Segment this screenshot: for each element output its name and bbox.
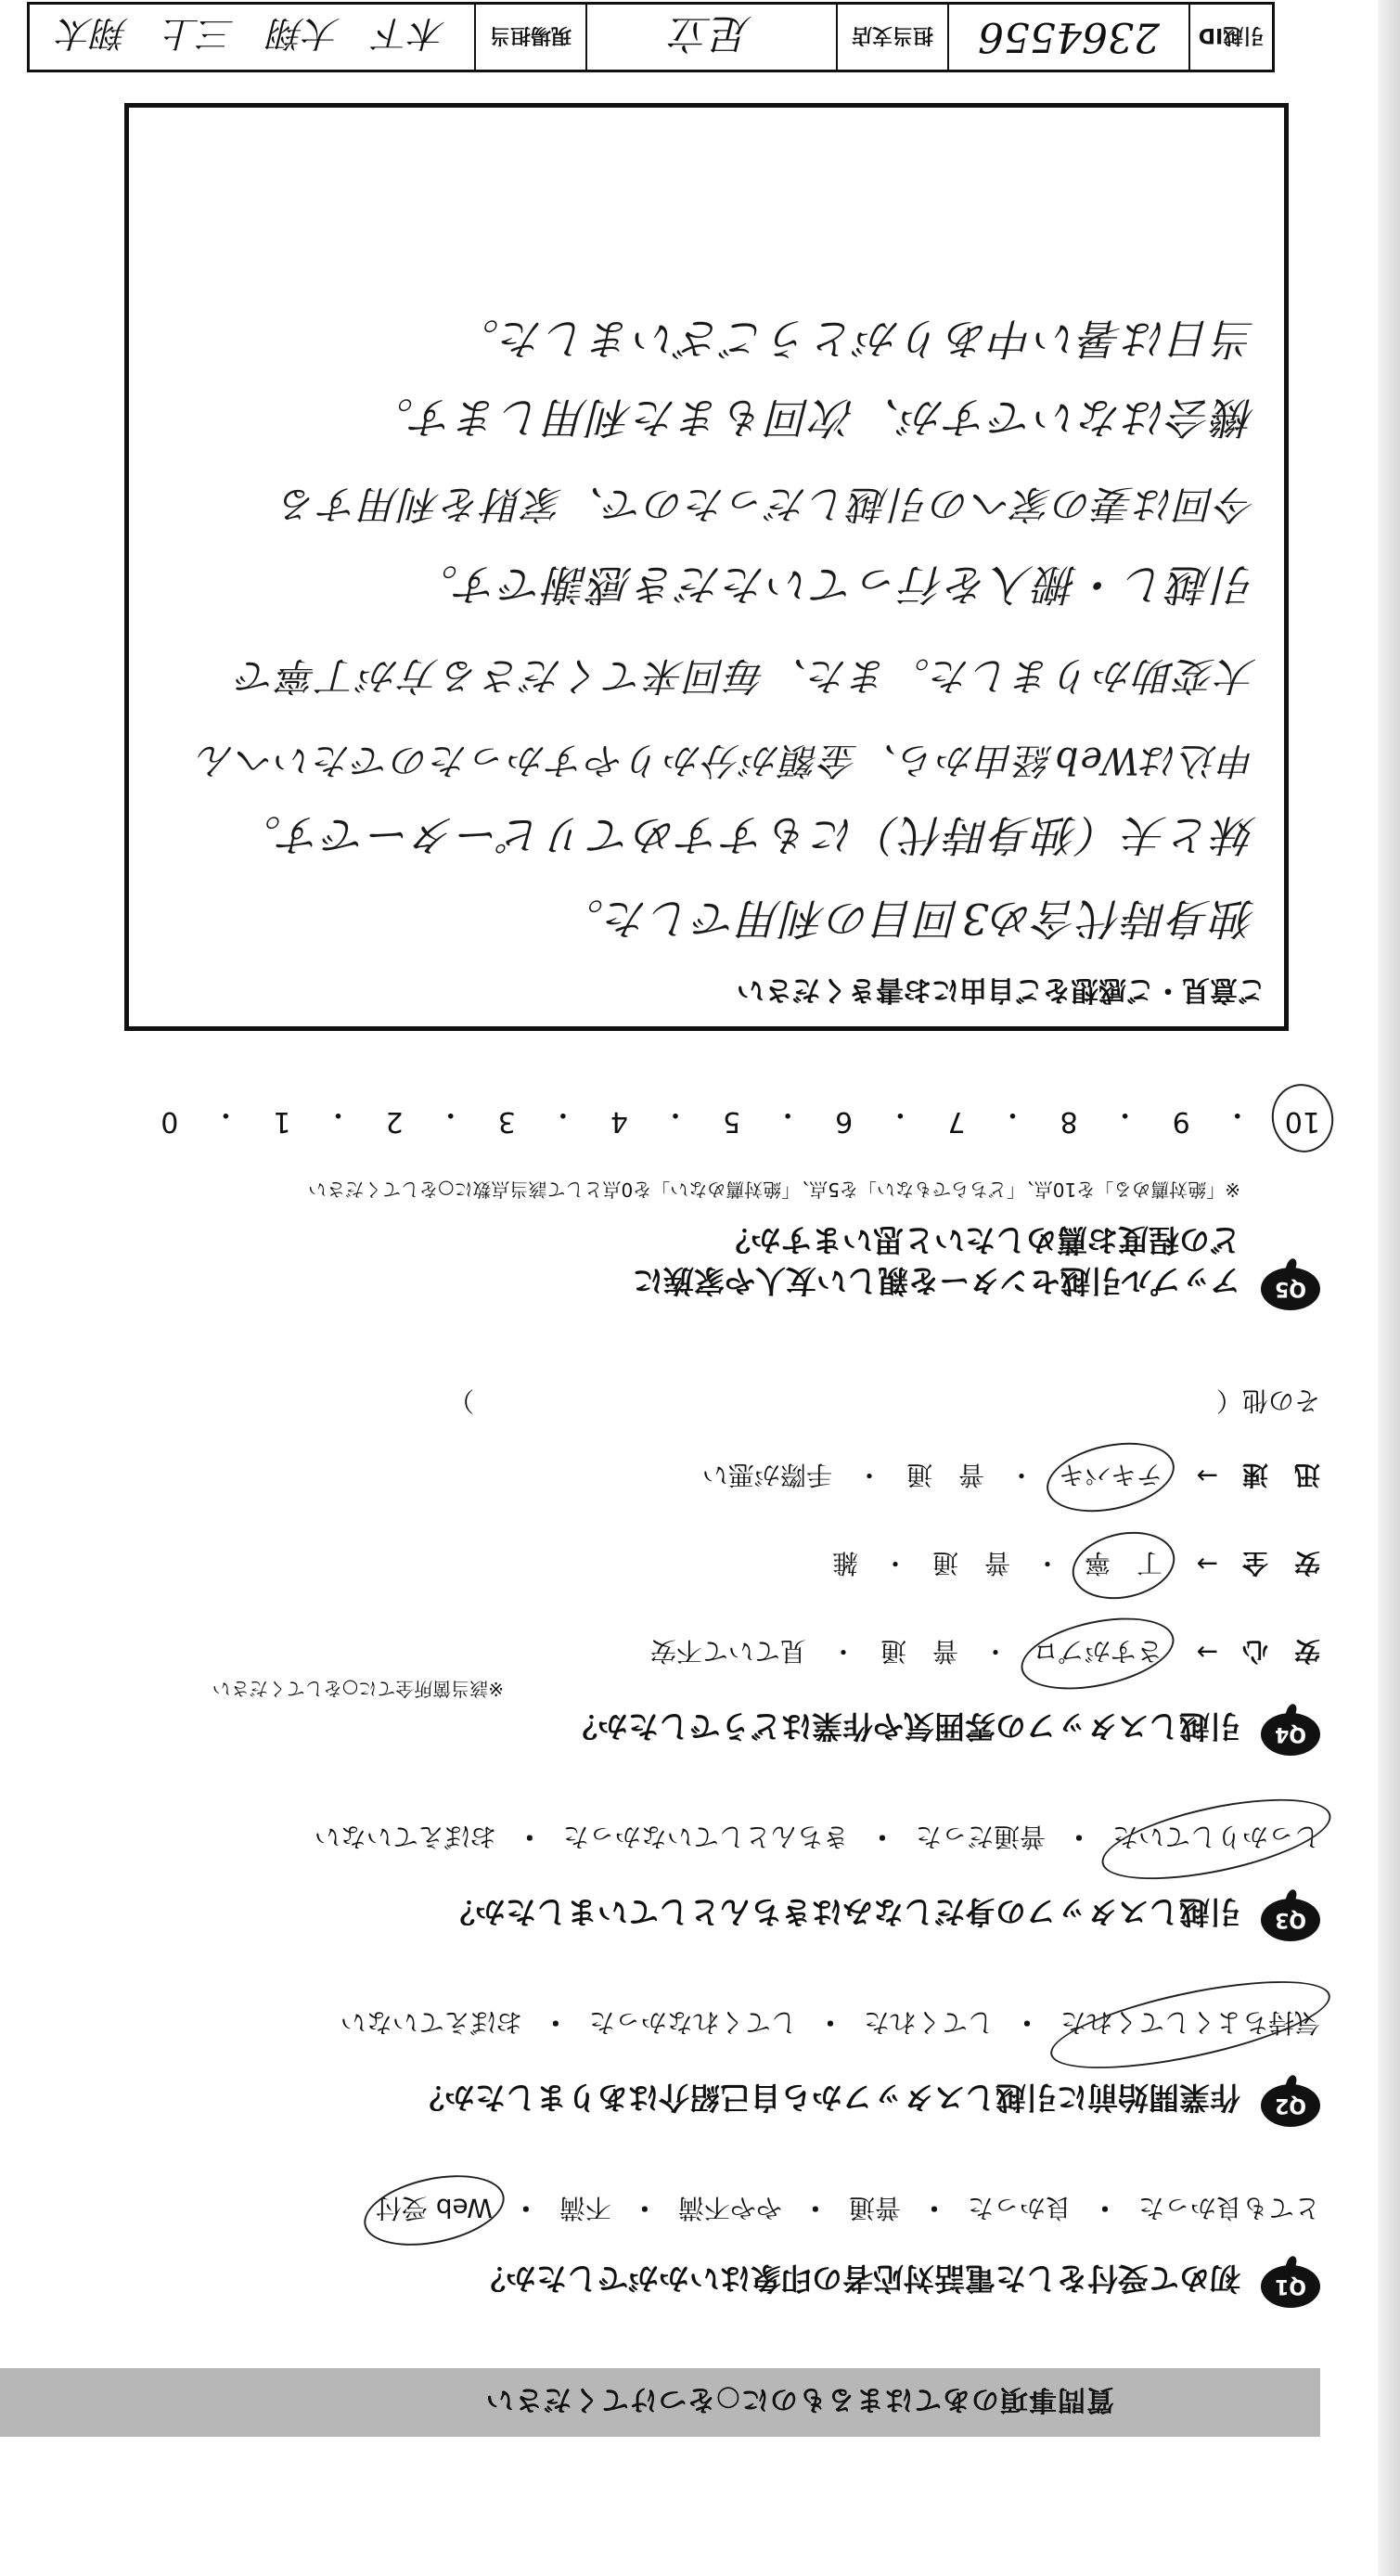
score-option[interactable]: 0 bbox=[161, 1105, 179, 1138]
comment-box[interactable] bbox=[124, 103, 1289, 1031]
q4-option[interactable]: 手際が悪い bbox=[701, 1460, 832, 1490]
q2-options: 気持ちよくしてくれた ・ してくれた ・ してくれなかった ・ おぼえていない bbox=[340, 2005, 1320, 2042]
q3-option[interactable]: 普通だった bbox=[915, 1822, 1046, 1852]
q4-other-label: その他（ bbox=[1215, 1385, 1320, 1416]
branch-label: 担当支店 bbox=[836, 5, 947, 70]
branch-value: 足立 bbox=[585, 5, 836, 70]
handwritten-line: 妹と夫（独身時代）にもすすめてリピーターです。 bbox=[237, 810, 1256, 860]
q4-other-close: ） bbox=[447, 1385, 474, 1416]
q1-option[interactable]: とても良かった bbox=[1137, 2193, 1320, 2223]
handwritten-line: 今回は妻の家への引越しだったので、家財を利用する bbox=[276, 482, 1256, 527]
q4-option-selected[interactable]: さすがプロ bbox=[1033, 1634, 1162, 1671]
q1-option[interactable]: やや不満 bbox=[677, 2193, 782, 2223]
q2-option[interactable]: おぼえていない bbox=[340, 2007, 522, 2038]
q4-row-category: 安 心 bbox=[1241, 1636, 1320, 1667]
q1-option[interactable]: 不満 bbox=[559, 2193, 611, 2223]
arrow-icon: → bbox=[1196, 1549, 1218, 1580]
q4-other-row bbox=[448, 1384, 1320, 1421]
id-value: 2364556 bbox=[947, 5, 1188, 70]
q3-options: しっかりしていた ・ 普通だった ・ きちんとしていなかった ・ おぼえていない bbox=[315, 1820, 1320, 1857]
q4-option[interactable]: 雑 bbox=[831, 1548, 858, 1578]
q4-option-selected[interactable]: テキパキ bbox=[1059, 1458, 1162, 1495]
q4-badge: Q4 bbox=[1261, 1713, 1320, 1756]
staff-value: 木下 大翔 三上 翔太 bbox=[58, 13, 446, 55]
q2-badge: Q2 bbox=[1261, 2084, 1320, 2127]
q4-option[interactable]: 普 通 bbox=[931, 1548, 1010, 1578]
q5-badge: Q5 bbox=[1261, 1268, 1320, 1310]
q4-option-selected[interactable]: 丁 寧 bbox=[1085, 1546, 1162, 1583]
score-option[interactable]: 7 bbox=[947, 1105, 966, 1138]
q4-row-category: 迅 速 bbox=[1241, 1460, 1320, 1490]
arrow-icon: → bbox=[1196, 1461, 1218, 1492]
q1-text: 初めて受付をした電話対応者の印象はいかがでしたか？ bbox=[475, 2260, 1240, 2297]
score-option[interactable]: 3 bbox=[497, 1105, 516, 1138]
q1-option[interactable]: 良かった bbox=[967, 2193, 1072, 2223]
q4-row-jinsoku: 迅 速 → テキパキ ・ 普 通 ・ 手際が悪い bbox=[702, 1458, 1320, 1495]
q1-badge: Q1 bbox=[1261, 2265, 1320, 2308]
q4-text: 引越しスタッフの雰囲気や作業はどうでしたか？ bbox=[567, 1708, 1240, 1745]
score-option[interactable]: 4 bbox=[610, 1105, 628, 1138]
q4-note: ※該当箇所全てに○をしてください bbox=[212, 1678, 504, 1700]
q3-option[interactable]: おぼえていない bbox=[314, 1822, 496, 1852]
q3-badge: Q3 bbox=[1261, 1899, 1320, 1941]
q3-option[interactable]: きちんとしていなかった bbox=[562, 1822, 849, 1852]
q1-option[interactable]: 普通 bbox=[848, 2193, 901, 2223]
score-option[interactable]: 9 bbox=[1172, 1105, 1190, 1138]
q3-text: 引越しスタッフの身だしなみはきちんとしていましたか？ bbox=[444, 1894, 1240, 1930]
handwritten-line: 申込はWeb経由から、金額が分かりやすかったのでたいへん bbox=[195, 739, 1256, 781]
score-option[interactable]: 1 bbox=[273, 1105, 291, 1138]
instruction-text: 質問事項のあてはまるものに○をつけてください bbox=[484, 2383, 1114, 2415]
handwritten-line: 引越し・搬入を行っていただき感謝です。 bbox=[413, 560, 1256, 610]
handwritten-line: 機会はないですが、次回もまた利用します。 bbox=[368, 393, 1256, 443]
id-table bbox=[27, 2, 1275, 72]
score-option[interactable]: 2 bbox=[385, 1105, 404, 1138]
comment-title: ご意見・ご感想をご自由にお書きください bbox=[737, 973, 1265, 1006]
arrow-icon: → bbox=[1196, 1637, 1218, 1668]
id-label: 引越ID bbox=[1188, 5, 1272, 70]
q1-options: とても良かった ・ 良かった ・ 普通 ・ やや不満 ・ 不満 ・ Web 受付 bbox=[376, 2191, 1320, 2228]
score-option[interactable]: 8 bbox=[1060, 1105, 1078, 1138]
q4-row-anshin: 安 心 → さすがプロ ・ 普 通 ・ 見ていて不安 bbox=[650, 1634, 1320, 1671]
q2-option-selected[interactable]: 気持ちよくしてくれた bbox=[1060, 2005, 1320, 2042]
q4-row-category: 安 全 bbox=[1241, 1548, 1320, 1578]
q5-score-scale: 10 ・ 9 ・ 8 ・ 7 ・ 6 ・ 5 ・ 4 ・ 3 ・ 2 ・ 1 ・ 0 bbox=[161, 1098, 1320, 1138]
score-option[interactable]: 5 bbox=[723, 1105, 741, 1138]
q3-option-selected[interactable]: しっかりしていた bbox=[1112, 1820, 1320, 1857]
score-option-selected[interactable]: 10 bbox=[1285, 1097, 1320, 1138]
q5-note: ※「絶対薦める」を10点、「どちらでもない」を5点、「絶対薦めない」を0点として該当点数に○をしてください bbox=[308, 1179, 1240, 1201]
q4-option[interactable]: 普 通 bbox=[906, 1460, 984, 1490]
q4-option[interactable]: 普 通 bbox=[880, 1636, 958, 1667]
q2-option[interactable]: してくれた bbox=[863, 2007, 994, 2038]
q2-option[interactable]: してくれなかった bbox=[588, 2007, 797, 2038]
scan-edge-shadow bbox=[1378, 0, 1400, 2576]
q1-option-selected[interactable]: Web 受付 bbox=[376, 2191, 493, 2228]
staff-label: 現場担当 bbox=[474, 5, 585, 70]
instruction-band bbox=[0, 2368, 1320, 2437]
q5-text: アップル引越センターを親しい友人や家族に bbox=[632, 1263, 1240, 1299]
q2-text: 作業開始前に引越しスタッフから自己紹介はありましたか？ bbox=[414, 2080, 1240, 2116]
handwritten-line: 大変助かりました。また、毎回来てくださる方が丁寧で bbox=[235, 653, 1256, 699]
handwritten-line: 独身時代含め3回目の利用でした。 bbox=[559, 894, 1256, 944]
handwritten-line: 当日は暑い中ありがとうございました。 bbox=[455, 314, 1256, 364]
q5-text-line2: どの程度お薦めしたいと思いますか？ bbox=[720, 1222, 1240, 1258]
q4-row-anzen: 安 全 → 丁 寧 ・ 普 通 ・ 雑 bbox=[832, 1546, 1320, 1583]
score-option[interactable]: 6 bbox=[835, 1105, 854, 1138]
q4-option[interactable]: 見ていて不安 bbox=[649, 1636, 806, 1667]
